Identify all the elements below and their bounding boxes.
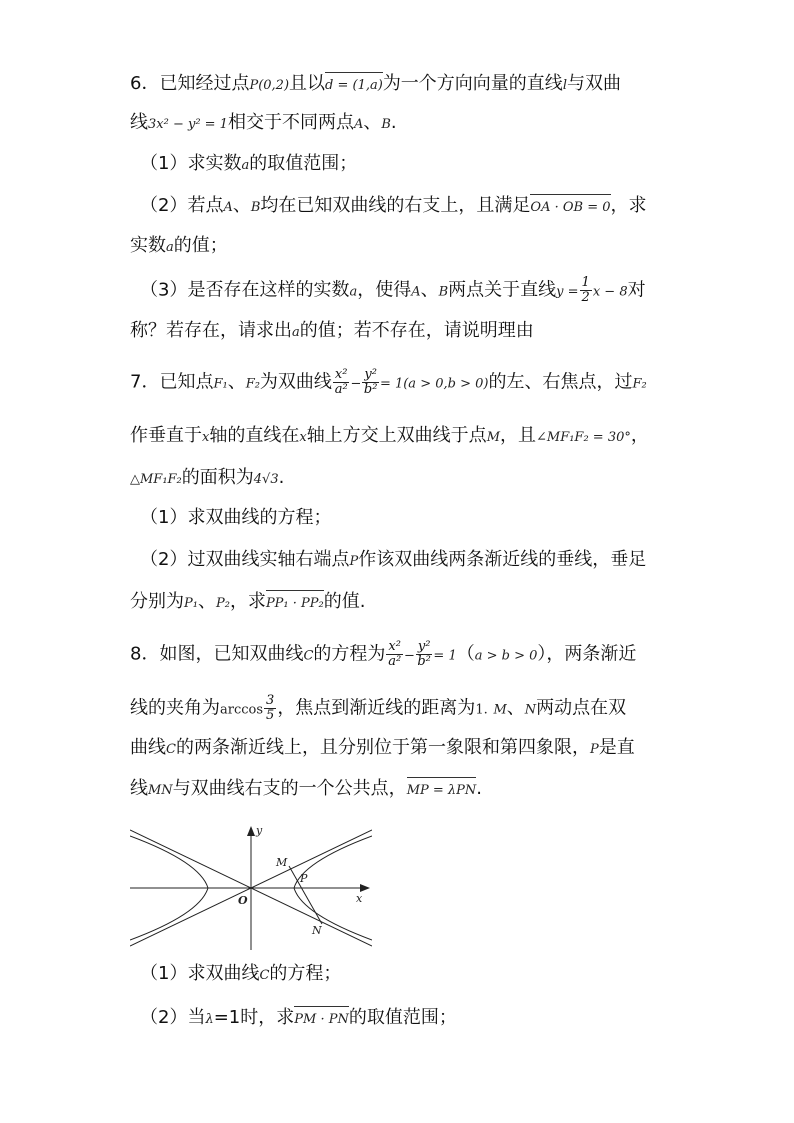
p7-part-2-cont: 分别为P₁、P₂，求PP₁ · PP₂的值. <box>130 590 365 616</box>
p6-part-1: （1）求实数a的取值范围； <box>140 153 358 174</box>
label-origin: O <box>238 894 248 907</box>
hyperbola-figure <box>130 822 372 950</box>
p7-part-1: （1）求双曲线的方程； <box>140 507 332 528</box>
label-p: P <box>300 872 308 885</box>
p8-line-4: 线MN与双曲线右支的一个公共点，MP = λPN. <box>130 777 482 803</box>
label-y: y <box>256 824 263 837</box>
p8-number: 8． <box>130 643 160 665</box>
p6-number: 6． <box>130 73 160 94</box>
p7-line-3: △MF₁F₂的面积为4√3. <box>130 467 285 488</box>
x-axis-arrow-icon <box>360 884 370 892</box>
fraction-three-fifths: $\frac{3}{5}$ <box>266 693 275 723</box>
fraction-one-half: $\frac{1}{2}$ <box>581 275 590 305</box>
label-x: x <box>356 892 363 905</box>
p6-part-3-cont: 称？若存在，请求出a的值；若不存在，请说明理由 <box>130 320 534 341</box>
p6-line-1: 6．已知经过点P(0,2)且以d = (1,a)为一个方向向量的直线l与双曲 <box>130 72 621 98</box>
p7-line-2: 作垂直于x轴的直线在x轴上方交上双曲线于点M，且∠MF₁F₂ = 30°， <box>130 425 649 446</box>
p7-line-1: 7．已知点F₁、F₂为双曲线 $\frac{\text{x²}}{\text{a²}}$ − $\frac{\text{y²}}{\text{b²}}$ = 1(a > 0,b > 0)的左、右焦点，过F₂ <box>130 367 647 397</box>
p8-part-1: （1）求双曲线C的方程； <box>140 963 342 984</box>
p8-part-2: （2）当λ=1时，求PM · PN的取值范围； <box>140 1006 457 1032</box>
p6-part-2: （2）若点A、B均在已知双曲线的右支上，且满足OA · OB = 0，求 <box>140 194 647 220</box>
label-n: N <box>312 924 322 937</box>
y-axis-arrow-icon <box>247 826 255 836</box>
p7-part-2: （2）过双曲线实轴右端点P作该双曲线两条渐近线的垂线，垂足 <box>140 549 647 570</box>
p6-part-2-cont: 实数a的值； <box>130 235 228 256</box>
p8-line-2: 线的夹角为arccos $\frac{3}{5}$ ，焦点到渐近线的距离为1. M、N两动点在双 <box>130 693 627 723</box>
p6-part-3: （3）是否存在这样的实数a，使得A、B两点关于直线y = $\frac{1}{2}$ x − 8对 <box>140 275 646 305</box>
p8-line-3: 曲线C的两条渐近线上，且分别位于第一象限和第四象限，P是直 <box>130 737 635 758</box>
p7-number: 7． <box>130 371 160 393</box>
p8-line-1: 8．如图，已知双曲线C的方程为 $\frac{\text{x²}}{\text{a²}}$ − $\frac{\text{y²}}{\text{b²}}$ = 1（a > b > 0），两条渐近 <box>130 639 637 669</box>
label-m: M <box>276 856 288 869</box>
p6-line-2: 线3x² − y² = 1相交于不同两点A、B. <box>130 112 397 133</box>
